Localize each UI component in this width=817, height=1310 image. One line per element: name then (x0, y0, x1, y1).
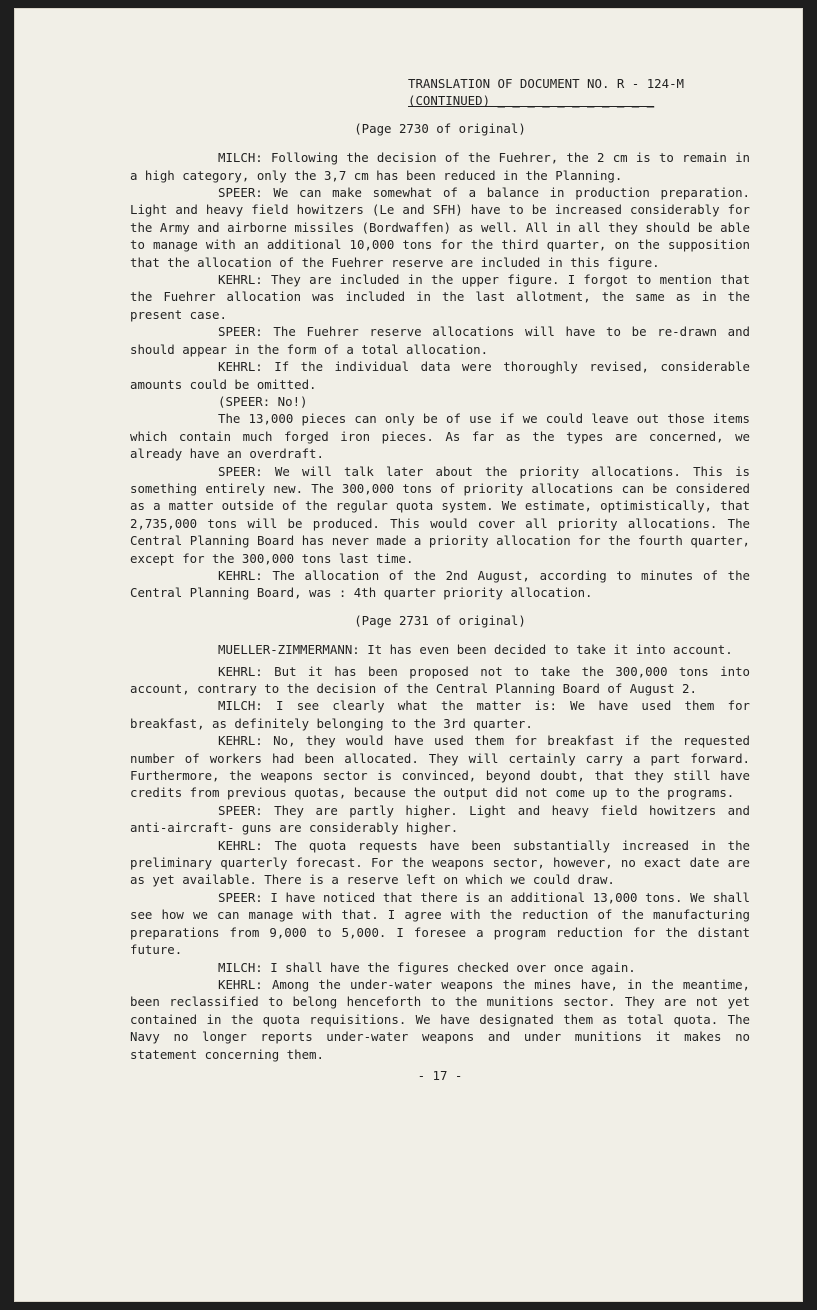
paragraph: SPEER: We will talk later about the priority allocations. This is something entirely new. The 300,000 tons of priority allocations can be considered as a matter outside of the regular quota system. We estimate, optimistically, that 2,735,000 tons will be produced. This would cover all priority allocations. The Central Planning Board has never made a priority allocation for the fourth quarter, except for the 300,000 tons last time. (130, 463, 750, 566)
paragraph: SPEER: I have noticed that there is an additional 13,000 tons. We shall see how we can manage with that. I agree with the reduction of the manufacturing preparations from 9,000 to 5,000. I foresee a program reduction for the distant future. (130, 889, 750, 958)
paragraph: KEHRL: Among the under-water weapons the mines have, in the meantime, been reclassified to belong henceforth to the munitions sector. They are not yet contained in the quota requisitions. We have designated them as total quota. The Navy no longer reports under-water weapons and under munitions it makes no statement concerning them. (130, 976, 750, 1062)
page-number: - 17 - (417, 1067, 463, 1083)
paragraph: The 13,000 pieces can only be of use if we could leave out those items which contain much forged iron pieces. As far as the types are concerned, we already have an overdraft. (130, 411, 750, 462)
document-title: TRANSLATION OF DOCUMENT NO. R - 124-M (408, 76, 685, 91)
document-body (130, 75, 750, 1084)
paragraph: KEHRL: The quota requests have been substantially increased in the preliminary quarterly forecast. For the weapons sector, however, no exact date are as yet available. There is a reserve left on which we could draw. (130, 837, 750, 888)
paragraph: KEHRL: But it has been proposed not to take the 300,000 tons into account, contrary to the decision of the Central Planning Board of August 2. (130, 663, 750, 696)
paragraph: MUELLER-ZIMMERMANN: It has even been decided to take it into account. (218, 642, 733, 658)
paragraph: KEHRL: If the individual data were thoroughly revised, considerable amounts could be omitted. (130, 359, 750, 392)
paragraph: SPEER: The Fuehrer reserve allocations will have to be re-drawn and should appear in the form of a total allocation. (130, 324, 750, 357)
page-reference: (Page 2731 of original) (354, 612, 526, 628)
paragraph: MILCH: I shall have the figures checked over once again. (218, 959, 636, 975)
page-reference: (Page 2730 of original) (354, 120, 526, 136)
document-page (14, 8, 803, 1302)
paragraph: SPEER: We can make somewhat of a balance in production preparation. Light and heavy field howitzers (Le and SFH) have to be increased considerably for the Army and airborne missiles (Bordwaffen) as well. All in all they should be able to manage with an additional 10,000 tons for the third quarter, on the supposition that the allocation of the Fuehrer reserve are included in this figure. (130, 185, 750, 270)
paragraph: MILCH: I see clearly what the matter is: We have used them for breakfast, as definitely belonging to the 3rd quarter. (130, 698, 750, 731)
paragraph: (SPEER: No!) (218, 393, 308, 409)
paragraph: KEHRL: They are included in the upper figure. I forgot to mention that the Fuehrer allocation was included in the last allotment, the same as in the present case. (130, 272, 750, 322)
paragraph: MILCH: Following the decision of the Fuehrer, the 2 cm is to remain in a high category, only the 3,7 cm has been reduced in the Planning. (130, 150, 750, 183)
paragraph: KEHRL: No, they would have used them for breakfast if the requested number of workers had been allocated. They will certainly carry a part forward. Furthermore, the weapons sector is convinced, beyond doubt, that they still have credits from previous quotas, because the output did not come up to the programs. (130, 733, 750, 801)
document-title-continued: (CONTINUED) _ _ _ _ _ _ _ _ _ _ _ (408, 93, 655, 109)
paragraph: KEHRL: The allocation of the 2nd August, according to minutes of the Central Planning Board, was : 4th quarter priority allocation. (130, 567, 750, 601)
paragraph: SPEER: They are partly higher. Light and heavy field howitzers and anti-aircraft- guns are considerably higher. (130, 802, 750, 836)
